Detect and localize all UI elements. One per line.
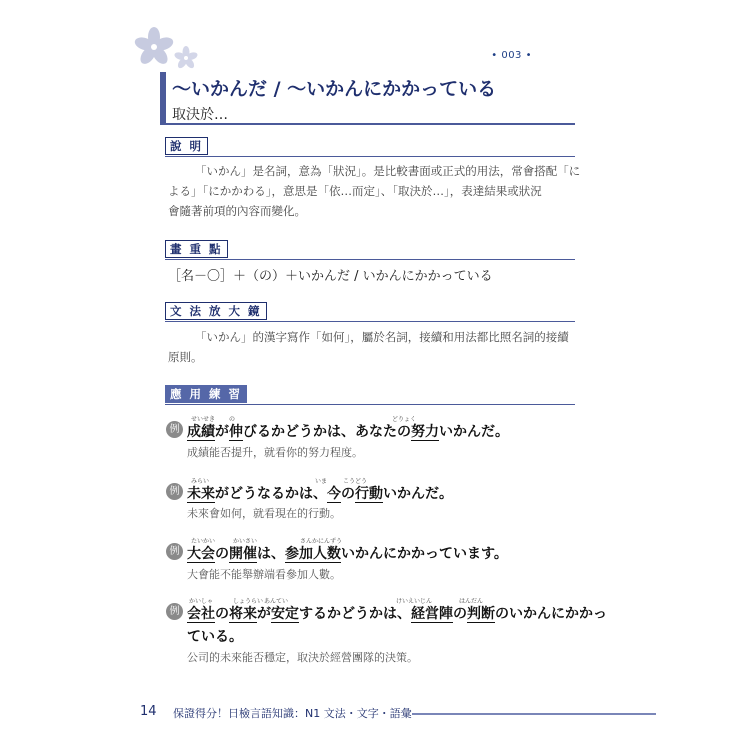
footer-book-title: 保證得分！日檢言語知識：N1 文法・文字・語彙	[173, 707, 412, 720]
example-2-ruby-1: みらい	[191, 478, 210, 485]
example-1-ruby-3: どりょく	[392, 416, 417, 423]
explanation-divider	[165, 156, 575, 157]
example-2-ruby-2: いま	[315, 478, 328, 485]
page-title: 〜いかんだ / 〜いかんにかかっている	[172, 78, 497, 100]
example-1-translation: 成績能否提升，就看你的努力程度。	[187, 446, 363, 459]
example-4-sentence-line-1: 会社の将来が安定するかどうかは、経営陣の判断のいかんにかかっ	[187, 606, 607, 622]
practice-label: 應 用 練 習	[165, 385, 247, 403]
explanation-label: 說 明	[165, 137, 208, 155]
example-4-ruby-1: かいしゃ	[189, 598, 214, 605]
example-3-translation: 大會能不能舉辦端看參加人數。	[187, 568, 341, 581]
example-3-ruby-1: たいかい	[191, 538, 216, 545]
key-point-divider	[165, 259, 575, 260]
example-2-translation: 未來會如何，就看現在的行動。	[187, 507, 341, 520]
magnifier-line-2: 原則。	[168, 350, 203, 364]
practice-divider	[165, 404, 575, 405]
footer-divider	[412, 713, 656, 715]
example-1-ruby-2: の	[229, 416, 236, 423]
explanation-line-2: よる」「にかかわる」，意思是「依…而定」、「取決於…」，表達結果或狀況	[168, 184, 542, 198]
example-4-ruby-5: はんだん	[459, 598, 484, 605]
example-1-ruby-1: せいせき	[191, 416, 216, 423]
example-4-marker: 例	[166, 603, 183, 620]
title-accent-bar	[160, 72, 166, 124]
example-3-ruby-2: かいさい	[233, 538, 258, 545]
magnifier-line-1: 「いかん」的漢字寫作「如何」，屬於名詞，接續和用法都比照名詞的接續	[195, 330, 569, 344]
title-divider	[160, 123, 575, 125]
explanation-line-1: 「いかん」是名詞，意為「狀況」。是比較書面或正式的用法，常會搭配「に	[195, 164, 581, 178]
example-1-marker: 例	[166, 421, 183, 438]
sakura-flower-icon	[128, 24, 208, 74]
example-2-sentence: 未来がどうなるかは、今の行動いかんだ。	[187, 486, 453, 502]
example-1-sentence: 成績が伸びるかどうかは、あなたの努力いかんだ。	[187, 424, 509, 440]
example-4-ruby-3: あんてい	[264, 598, 289, 605]
example-4-translation: 公司的未來能否穩定，取決於經營團隊的決策。	[187, 651, 418, 664]
example-3-ruby-3: さんかにんずう	[300, 538, 343, 545]
example-2-marker: 例	[166, 483, 183, 500]
example-2-ruby-3: こうどう	[343, 478, 368, 485]
example-4-ruby-2: しょうらい	[233, 598, 264, 605]
page-subtitle: 取決於…	[172, 107, 228, 123]
example-3-marker: 例	[166, 543, 183, 560]
magnifier-label: 文 法 放 大 鏡	[165, 302, 267, 320]
magnifier-divider	[165, 321, 575, 322]
example-4-ruby-4: けいえいじん	[396, 598, 433, 605]
page-code: • 003 •	[491, 50, 532, 61]
grammar-formula: ［名－〇］＋（の）＋いかんだ / いかんにかかっている	[168, 269, 493, 284]
key-point-label: 畫 重 點	[165, 240, 228, 258]
example-3-sentence: 大会の開催は、参加人数いかんにかかっています。	[187, 546, 508, 562]
footer-page-number: 14	[140, 704, 157, 719]
example-4-sentence-line-2: ている。	[187, 629, 243, 645]
explanation-line-3: 會隨著前項的內容而變化。	[168, 204, 306, 218]
